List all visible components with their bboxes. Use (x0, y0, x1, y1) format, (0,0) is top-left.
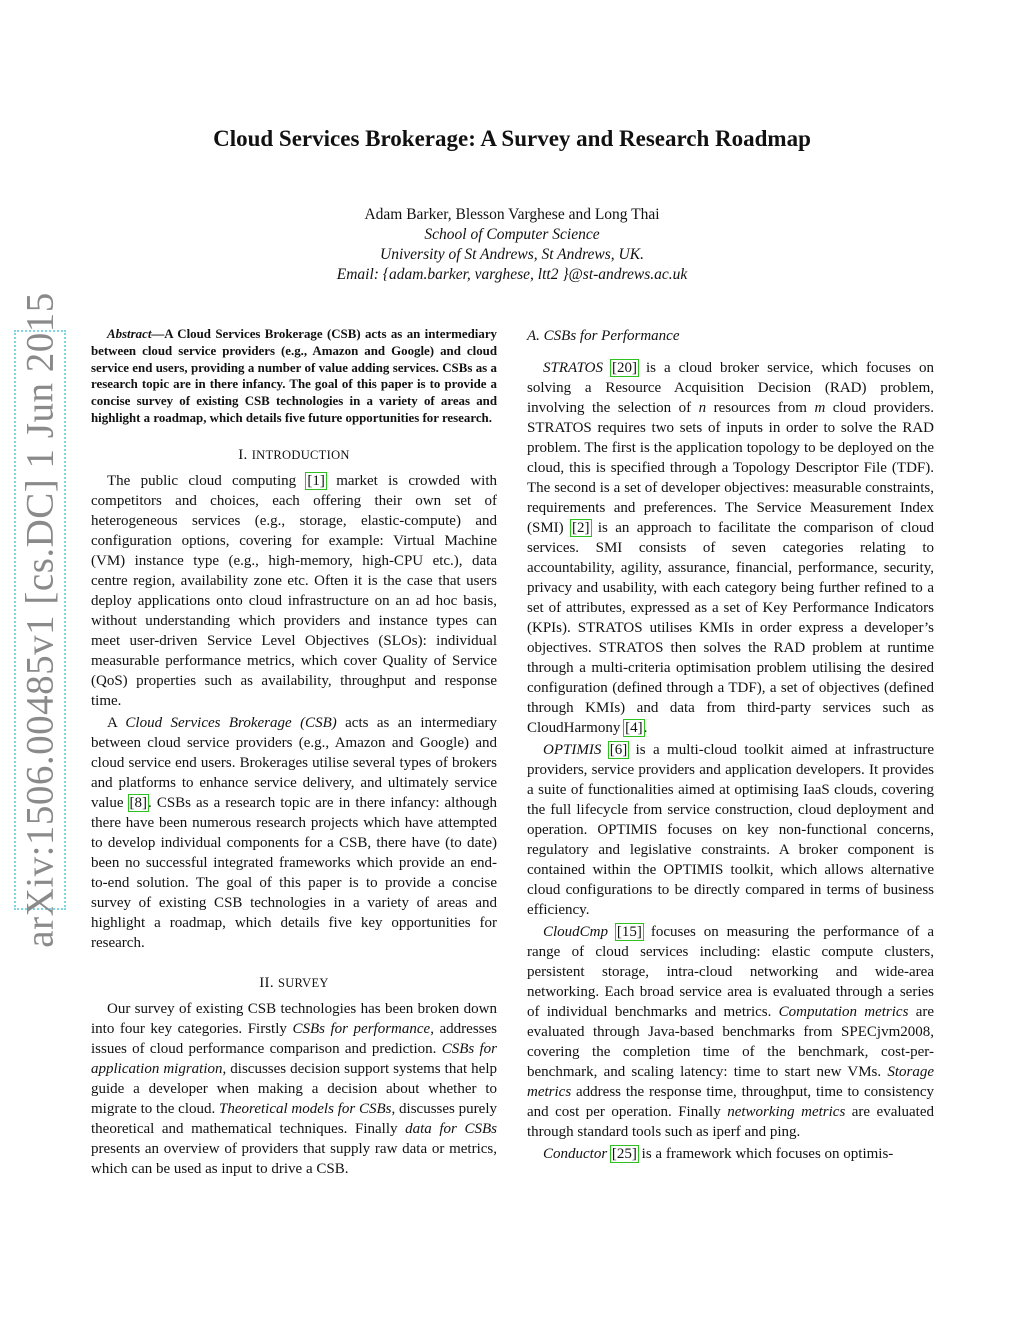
optimis-paragraph: OPTIMIS [6] is a multi-cloud toolkit aimed at infrastructure providers, service providers and application developers. It provides a suite of functionalities aimed at optimising IaaS clouds, covering the full lifecycle from service construction, cloud deployment and operation. OPTIMIS focuses on key non-functional concerns, regulatory and legislative constraints. A broker component is contained within the OPTIMIS toolkit, which allows alternative cloud configurations to be directly compared in terms of business efficiency. (527, 742, 935, 918)
section-heading-introduction: I. INTRODUCTION (238, 446, 350, 463)
paper-title: Cloud Services Brokerage: A Survey and Research Roadmap (213, 126, 811, 151)
citation-link[interactable]: [8] (129, 794, 148, 811)
citation-link[interactable]: [25] (611, 1146, 637, 1162)
citation-link[interactable]: [1] (307, 472, 325, 489)
citation-link[interactable]: [20] (612, 360, 638, 376)
intro-paragraph-1: The public cloud computing [1] market is crowded with competitors and choices, each offering their own set of heterogeneous services (e.g., storage, elastic-compute) and configuration options, covering for example: Virtual Machine (VM) instance type (e.g., high-memory, high-CPU etc.), data centre region, availability zone etc. Often it is the case that users deploy applications onto cloud infrastructure on an ad hoc basis, without understanding which providers and instance types can meet user-driven Service Level Objectives (SLOs): individual measurable performance metrics, which cover Quality of Service (QoS) properties such as availability, throughput and response time. (91, 472, 497, 709)
survey-paragraph-1: Our survey of existing CSB technologies has been broken down into four key categories. Firstly CSBs for performance, addresses issues of cloud performance comparison and prediction. CSBs for application migration, discusses decision support systems that help guide a developer when making a decision about whether to migrate to the cloud. Theoretical models for CSBs, discusses purely theoretical and mathematical techniques. Finally data for CSBs presents an overview of providers that supply raw data or metrics, which can be used as input to drive a CSB. (91, 1000, 497, 1177)
author-block (0, 205, 1024, 285)
abstract-text: —A Cloud Services Brokerage (CSB) acts as an intermediary between cloud service providers (e.g., Amazon and Google) and cloud service end users, providing a number of value adding services. CSBs as a research topic are in there infancy. The goal of this paper is to provide a concise survey of existing CSB technologies in a variety of areas and highlight a roadmap, which details five future opportunities for research. (91, 327, 497, 425)
citation-link[interactable]: [15] (616, 924, 642, 940)
abstract-label: Abstract (107, 327, 152, 341)
intro-paragraph-2: A Cloud Services Brokerage (CSB) acts as an intermediary between cloud service providers (e.g., Amazon and Google) and cloud service end users. Brokerages utilise several types of brokers and platforms to enhance service delivery, and ultimately service value [8]. CSBs as a research topic are in there infancy: although there have been numerous research projects which have attempted to develop individual components for a CSB, there have (to date) been no successful integrated frameworks which provide an end-to-end solution. The goal of this paper is to provide a concise survey of existing CSB technologies in a variety of areas and highlight a roadmap, which details five key opportunities for research. (91, 714, 498, 951)
author-school: School of Computer Science (424, 226, 600, 243)
abstract (91, 326, 497, 427)
author-names: Adam Barker, Blesson Varghese and Long Thai (364, 206, 660, 223)
subsection-heading-performance: A. CSBs for Performance (527, 328, 680, 344)
citation-link[interactable]: [6] (609, 742, 628, 758)
citation-link[interactable]: [4] (625, 720, 643, 736)
author-email: Email: {adam.barker, varghese, ltt2 }@st-andrews.ac.uk (336, 266, 688, 283)
cloudcmp-paragraph: CloudCmp [15] focuses on measuring the performance of a range of cloud services including: elastic compute clusters, persistent storage, intra-cloud networking and wide-area networking. Each broad service area is evaluated through a series of individual benchmarks and metrics. Computation metrics are evaluated through Java-based benchmarks from SPECjvm2008, covering the completion time of the benchmark, cost-per-benchmark, and scaling latency: time to start new VMs. Storage metrics address the response time, throughput, time to consistency and cost per operation. Finally networking metrics are evaluated through standard tools such as iperf and ping. (527, 924, 935, 1140)
left-column (91, 326, 497, 1181)
right-column (527, 326, 934, 1166)
stratos-paragraph: STRATOS [20] is a cloud broker service, which focuses on solving a Resource Acquisition Decision (RAD) problem, involving the selection of n resources from m cloud providers. STRATOS requires two sets of inputs in order to solve the RAD problem. The first is the application topology to be deployed on the cloud, this is specified through a Topology Descriptor File (TDF). The second is a set of developer objectives: measurable constraints, requirements and preferences. The Service Measurement Index (SMI) [2] is an approach to facilitate the comparison of cloud services. SMI consists of seven categories relating to accountability, agility, assurance, financial, performance, security, privacy and usability, with each category being further refined to a set of attributes, expressed as a set of Key Performance Indicators (KPIs). STRATOS utilises KMIs in order express a developer’s objectives. STRATOS then solves the RAD problem at runtime through a multi-criteria optimisation problem utilising the desired configuration (defined through a TDF), a set of objectives (defined through KMIs) and data from third-party services such as CloudHarmony [4]. (527, 360, 935, 736)
section-heading-survey: II. SURVEY (259, 974, 329, 991)
arxiv-identifier[interactable]: arXiv:1506.00485v1 [cs.DC] 1 Jun 2015 (18, 292, 62, 948)
arxiv-sidebar-stamp (14, 292, 66, 948)
citation-link[interactable]: [2] (572, 520, 590, 536)
conductor-paragraph: Conductor [25] is a framework which focuses on optimis- (543, 1146, 894, 1162)
author-university: University of St Andrews, St Andrews, UK. (380, 246, 644, 263)
